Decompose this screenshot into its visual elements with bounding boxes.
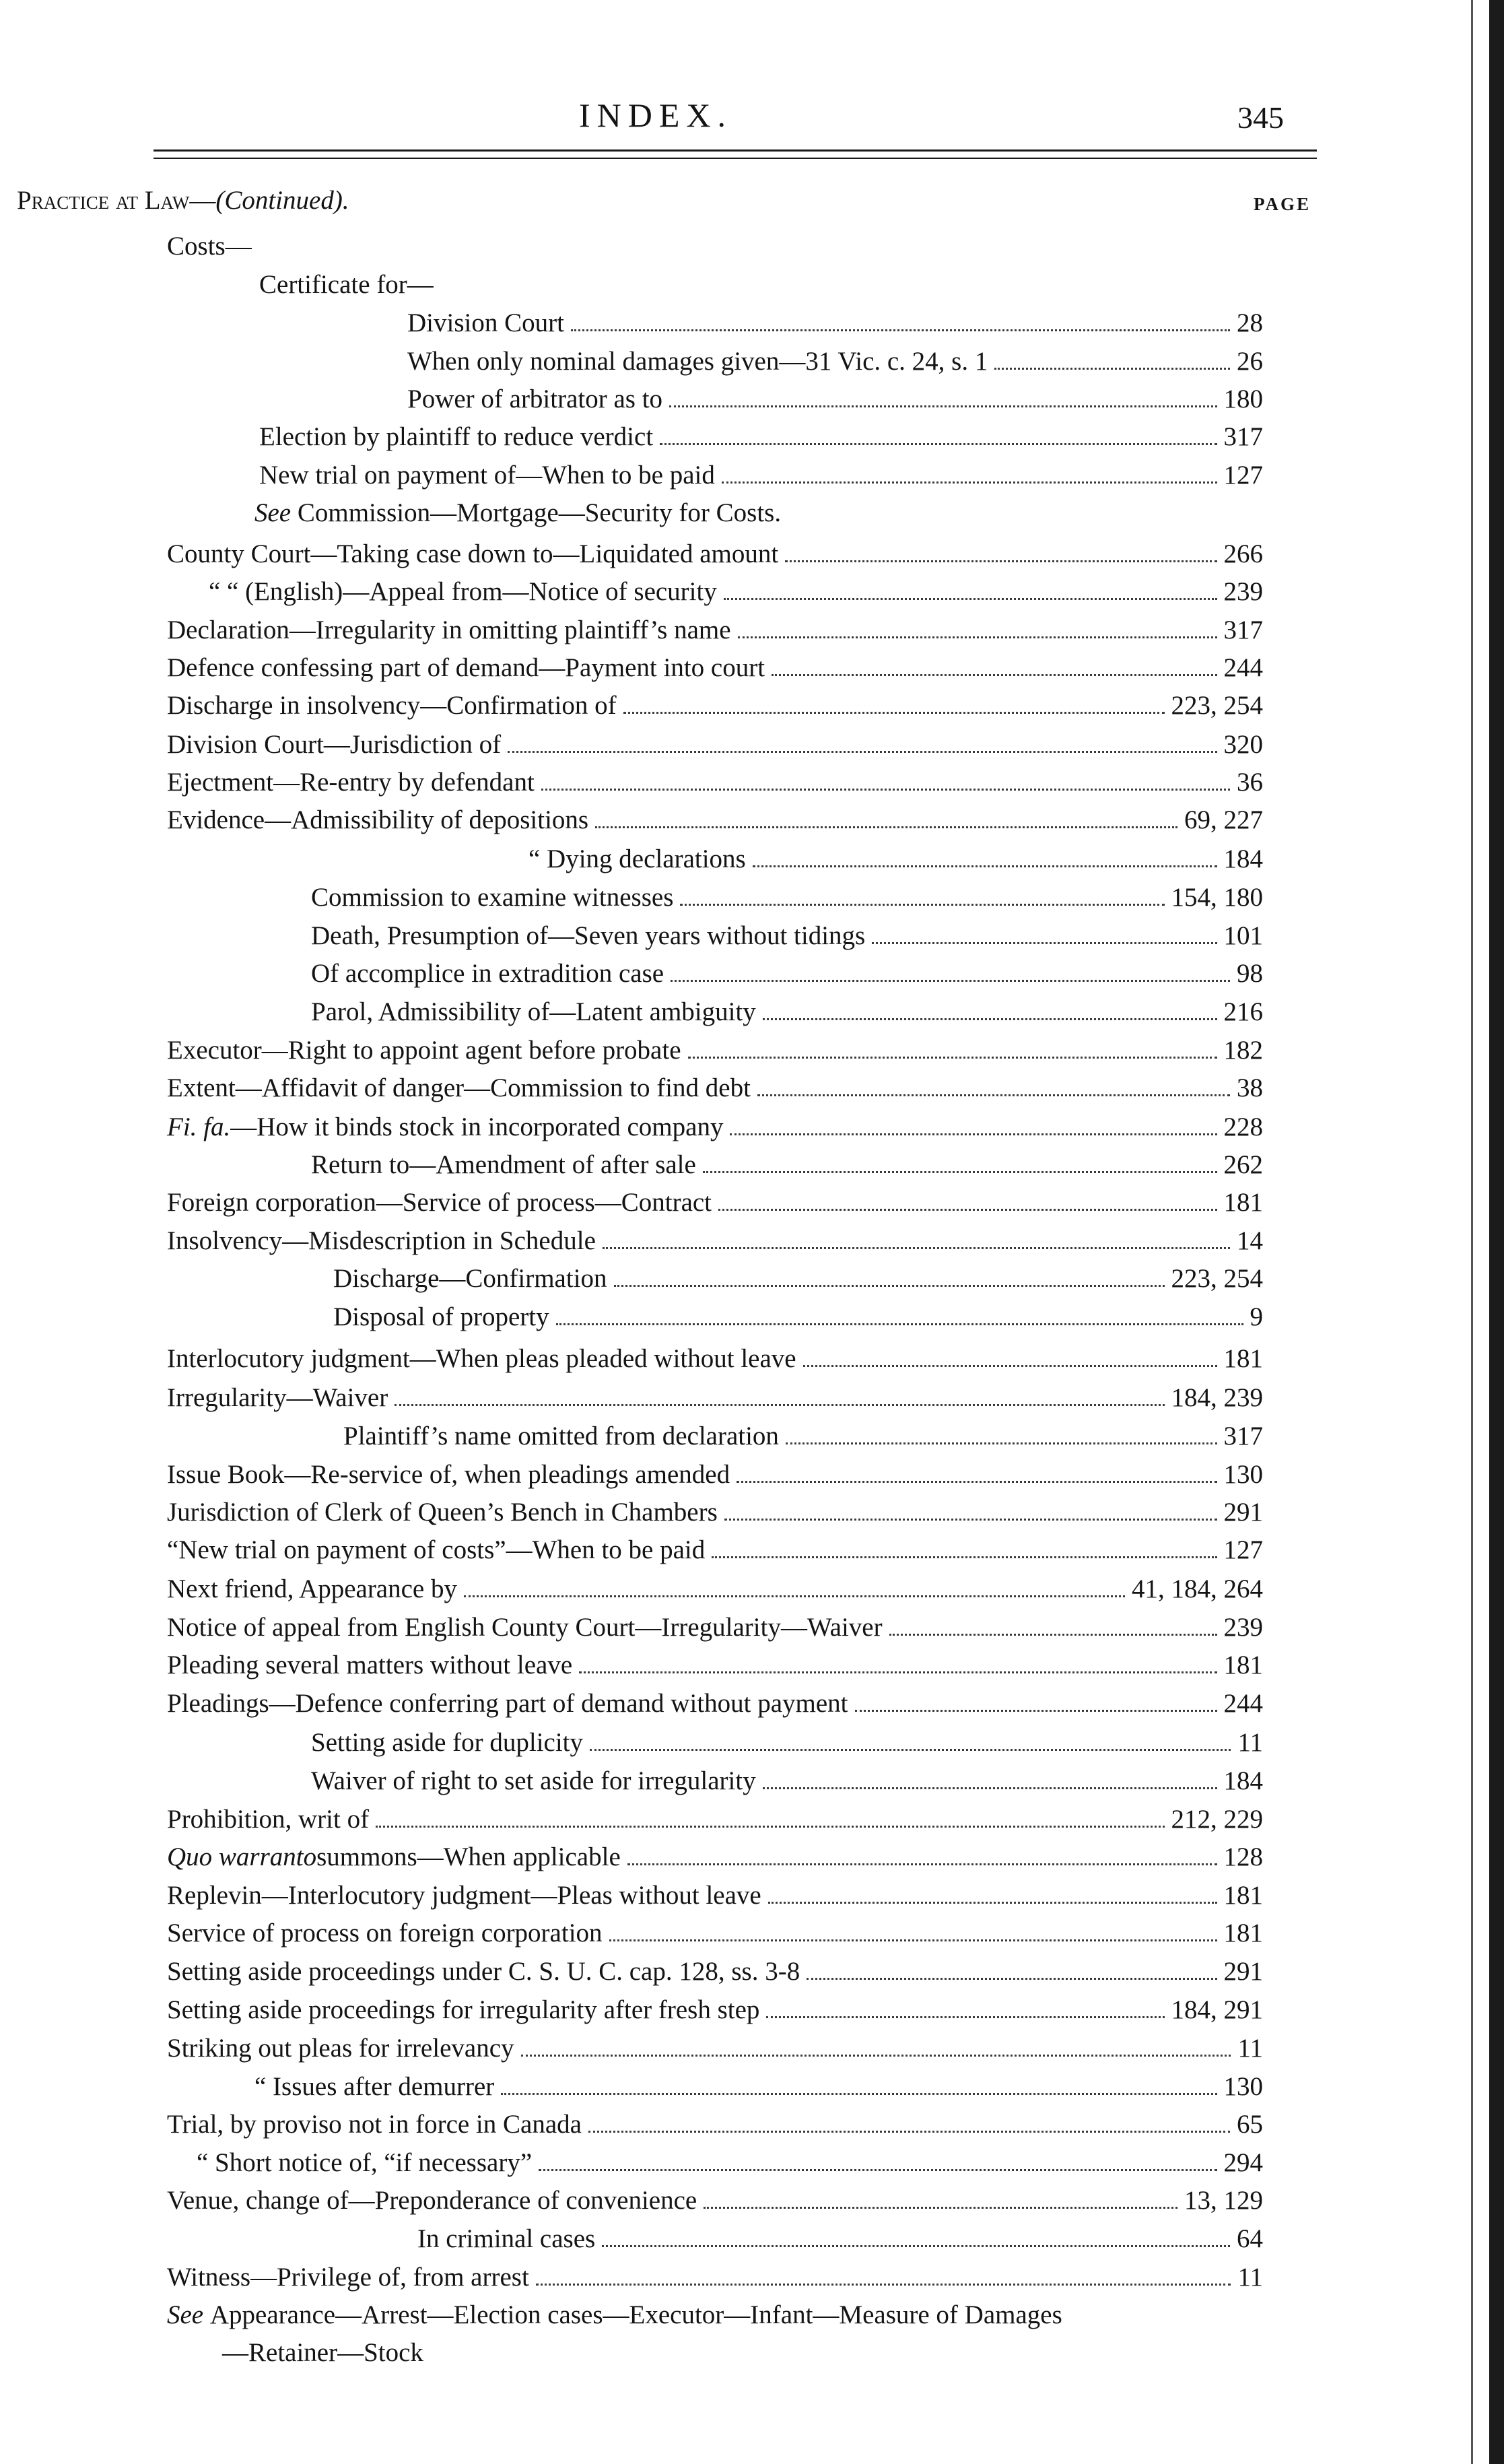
entry-page-ref: 317 [1223,422,1263,451]
dot-leader [508,751,1217,753]
entry-text: “ Dying declarations [528,844,746,873]
entry-page-ref: 216 [1223,997,1263,1026]
entry-italic-prefix: See [167,2300,210,2329]
entry-page-ref: 291 [1223,1957,1263,1986]
index-entry [209,573,1263,611]
entry-text: Ejectment—Re-entry by defendant [167,768,535,797]
entry-text: Striking out pleas for irrelevancy [167,2034,514,2063]
entry-page-ref: 184, 291 [1171,1995,1263,2024]
index-entry [167,2030,1263,2067]
entry-page-ref: 184 [1223,1766,1263,1795]
entry-text: Certificate for— [259,270,434,299]
entry-page-ref: 11 [1237,1728,1263,1757]
entry-text: “New trial on payment of costs”—When to be paid [167,1535,706,1564]
entry-text: Commission to examine witnesses [311,883,674,912]
entry-text: Appearance—Arrest—Election cases—Executor—Infant—Measure of Damages [209,2300,1062,2329]
header-rule-thin [153,158,1317,159]
index-entry [167,2259,1263,2296]
dot-leader [803,1365,1217,1367]
entry-italic-prefix: See [254,498,298,527]
dot-leader [671,980,1230,982]
dot-leader [772,674,1217,676]
entry-text: Division Court—Jurisdiction of [167,730,502,759]
entry-text: Commission—Mortgage—Security for Costs. [297,498,782,527]
entry-text: Extent—Affidavit of danger—Commission to find debt [167,1073,751,1102]
entry-page-ref: 291 [1223,1498,1263,1527]
entry-page-ref: 266 [1223,539,1263,568]
entry-page-ref: 128 [1223,1842,1263,1871]
entry-text: Jurisdiction of Clerk of Queen’s Bench in Chambers [167,1498,718,1527]
index-entry [167,1531,1263,1569]
index-entry [528,840,1263,878]
index-entry [311,1762,1263,1800]
dot-leader [753,865,1217,867]
entry-page-ref: 41, 184, 264 [1132,1574,1263,1603]
dot-leader [556,1323,1243,1325]
entry-page-ref: 11 [1237,2034,1263,2063]
index-entry [167,2296,1062,2334]
index-entry [167,1456,1263,1494]
dot-leader [724,598,1217,600]
dot-leader [757,1094,1230,1096]
entry-page-ref: 127 [1223,461,1263,490]
index-entry [197,2144,1263,2182]
index-entry [407,343,1263,380]
entry-page-ref: 212, 229 [1171,1805,1263,1834]
entry-text: Costs— [167,232,252,261]
index-entry [167,801,1263,839]
dot-leader [588,2131,1230,2133]
dot-leader [737,1481,1217,1483]
page-number: 345 [1237,100,1284,135]
entry-page-ref: 223, 254 [1171,691,1263,720]
entry-text: Waiver of right to set aside for irregularity [311,1766,756,1795]
entry-text: —How it binds stock in incorporated company [230,1112,724,1141]
dot-leader [464,1595,1125,1597]
index-entry [167,687,1263,725]
entry-italic-prefix: Quo warranto [167,1842,317,1871]
entry-page-ref: 36 [1237,768,1263,797]
entry-text: Issue Book—Re-service of, when pleadings amended [167,1460,730,1489]
entry-text: Setting aside proceedings for irregularity after fresh step [167,1995,760,2024]
index-entry [167,535,1263,573]
entry-text: Pleading several matters without leave [167,1651,573,1679]
dot-leader [730,1133,1217,1135]
entry-text: Plaintiff’s name omitted from declaration [343,1422,779,1451]
dot-leader [994,368,1230,370]
index-entry [167,1914,1263,1952]
entry-page-ref: 9 [1250,1302,1263,1331]
entry-text: Executor—Right to appoint agent before probate [167,1036,681,1065]
entry-text: Witness—Privilege of, from arrest [167,2263,529,2292]
index-entry [167,1570,1263,1608]
entry-text: Disposal of property [333,1302,549,1331]
entry-page-ref: 239 [1223,1613,1263,1642]
entry-page-ref: 228 [1223,1112,1263,1141]
entry-text: Discharge—Confirmation [333,1264,607,1293]
index-entry [417,2220,1263,2258]
entry-text: New trial on payment of—When to be paid [259,461,715,490]
dot-leader [786,1442,1217,1444]
entry-page-ref: 65 [1237,2110,1263,2139]
dot-leader [521,2055,1231,2057]
dot-leader [541,789,1230,791]
dot-leader [579,1671,1217,1673]
entry-text: Prohibition, writ of [167,1805,370,1834]
dot-leader [889,1634,1217,1636]
index-entry [167,2182,1263,2220]
page-column-header: PAGE [1254,194,1311,214]
entry-page-ref: 317 [1223,615,1263,644]
dot-leader [623,712,1165,714]
dot-leader [763,1787,1217,1789]
entry-page-ref: 130 [1223,1460,1263,1489]
index-entry [343,1418,1263,1455]
header-rule [153,149,1317,152]
index-entry [311,955,1263,993]
entry-text: County Court—Taking case down to—Liquidated amount [167,539,779,568]
entry-page-ref: 14 [1237,1226,1263,1255]
index-entry [167,1801,1263,1838]
entry-page-ref: 130 [1223,2072,1263,2101]
dot-leader [603,1247,1230,1249]
index-entry [311,1724,1263,1762]
index-entry [311,917,1263,955]
dot-leader [718,1209,1217,1211]
entry-text: Trial, by proviso not in force in Canada [167,2110,582,2139]
entry-page-ref: 262 [1223,1150,1263,1179]
index-entry [333,1260,1263,1298]
index-entry [167,1184,1263,1222]
entry-page-ref: 182 [1223,1036,1263,1065]
entry-text: Declaration—Irregularity in omitting plaintiff’s name [167,615,731,644]
index-entry [167,649,1263,687]
index-entry [407,380,1263,418]
entry-text: Insolvency—Misdescription in Schedule [167,1226,596,1255]
index-entry [167,1494,1263,1531]
index-entry [167,1032,1263,1069]
dot-leader [595,826,1177,828]
entry-text: Division Court [407,308,564,337]
entry-text: Power of arbitrator as to [407,385,663,413]
entry-text: Service of process on foreign corporation [167,1919,603,1947]
dot-leader [763,1018,1217,1020]
entry-page-ref: 13, 129 [1184,2186,1263,2215]
entry-text: Return to—Amendment of after sale [311,1150,696,1179]
dot-leader [680,904,1164,906]
dot-leader [738,636,1217,638]
dot-leader [768,1902,1217,1904]
dot-leader [703,1171,1217,1173]
index-entry [167,1877,1263,1914]
entry-page-ref: 184 [1223,844,1263,873]
index-entry [167,1685,1263,1723]
entry-page-ref: 244 [1223,1689,1263,1718]
dot-leader [627,1863,1217,1865]
entry-text: Setting aside for duplicity [311,1728,584,1757]
entry-text: “ “ (English)—Appeal from—Notice of security [209,577,717,606]
entry-page-ref: 181 [1223,1881,1263,1910]
dot-leader [766,2016,1164,2018]
index-entry [167,2106,1263,2143]
entry-page-ref: 244 [1223,653,1263,682]
entry-page-ref: 64 [1237,2224,1263,2253]
index-entry [167,1379,1263,1417]
dot-leader [785,560,1217,562]
index-entry [167,1609,1263,1646]
dot-leader [722,481,1217,484]
running-title: INDEX. [579,96,733,134]
index-entry [167,1340,1263,1378]
index-entry [167,1069,1263,1107]
entry-text: Pleadings—Defence conferring part of demand without payment [167,1689,848,1718]
index-entry [259,418,1263,456]
entry-page-ref: 101 [1223,921,1263,950]
dot-leader [872,942,1217,944]
dot-leader [501,2093,1217,2095]
entry-text: summons—When applicable [316,1842,621,1871]
index-entry [167,228,252,265]
scan-border [1489,0,1504,2464]
entry-page-ref: 181 [1223,1919,1263,1947]
index-entry [167,726,1263,764]
section-heading [17,182,349,220]
index-entry [167,1108,1263,1146]
entry-text: Defence confessing part of demand—Payment into court [167,653,765,682]
entry-text: Venue, change of—Preponderance of convenience [167,2186,697,2215]
dot-leader [669,405,1217,407]
entry-page-ref: 69, 227 [1184,805,1263,834]
entry-page-ref: 184, 239 [1171,1383,1263,1412]
index-entry [311,1146,1263,1184]
entry-page-ref: 181 [1223,1651,1263,1679]
entry-text: Death, Presumption of—Seven years without tidings [311,921,866,950]
entry-text: In criminal cases [417,2224,596,2253]
dot-leader [395,1404,1164,1406]
index-entry [254,494,781,532]
entry-text: Interlocutory judgment—When pleas pleaded without leave [167,1344,796,1373]
entry-page-ref: 181 [1223,1344,1263,1373]
entry-page-ref: 38 [1237,1073,1263,1102]
dot-leader [807,1978,1217,1980]
index-entry [407,304,1263,342]
dot-leader [688,1057,1217,1059]
entry-text: Foreign corporation—Service of process—Contract [167,1188,712,1217]
dot-leader [712,1556,1217,1558]
dot-leader [855,1710,1217,1712]
entry-text: Evidence—Admissibility of depositions [167,805,589,834]
index-entry [311,993,1263,1031]
entry-text: When only nominal damages given—31 Vic. c. 24, s. 1 [407,347,988,376]
index-entry [333,1298,1263,1336]
entry-text: “ Issues after demurrer [254,2072,495,2101]
entry-text: Irregularity—Waiver [167,1383,388,1412]
index-entry [259,266,434,304]
entry-page-ref: 223, 254 [1171,1264,1263,1293]
index-entry [167,611,1263,649]
index-entry [167,1953,1263,1991]
entry-page-ref: 26 [1237,347,1263,376]
scan-border-line [1471,0,1473,2464]
entry-page-ref: 154, 180 [1171,883,1263,912]
dot-leader [536,2284,1231,2286]
entry-page-ref: 317 [1223,1422,1263,1451]
entry-text: Discharge in insolvency—Confirmation of [167,691,617,720]
index-entry [167,1838,1263,1876]
index-entry [167,764,1263,801]
entry-text: Next friend, Appearance by [167,1574,457,1603]
entry-italic-prefix: Fi. fa. [167,1112,231,1141]
dot-leader [539,2169,1217,2171]
entry-text: Election by plaintiff to reduce verdict [259,422,654,451]
entry-text: Notice of appeal from English County Court—Irregularity—Waiver [167,1613,883,1642]
entry-page-ref: 28 [1237,308,1263,337]
dot-leader [376,1826,1164,1828]
entry-text: —Retainer—Stock [222,2338,423,2367]
entry-page-ref: 127 [1223,1535,1263,1564]
entry-page-ref: 11 [1237,2263,1263,2292]
index-entry [254,2068,1263,2106]
entry-text: Setting aside proceedings under C. S. U. C. cap. 128, ss. 3-8 [167,1957,800,1986]
section-continued: (Continued). [215,186,349,215]
entry-page-ref: 180 [1223,385,1263,413]
section-title: Practice at Law— [17,186,216,215]
dot-leader [724,1519,1217,1521]
dot-leader [602,2245,1230,2247]
index-entry [259,457,1263,494]
entry-page-ref: 239 [1223,577,1263,606]
entry-page-ref: 294 [1223,2148,1263,2177]
dot-leader [571,329,1230,331]
entry-page-ref: 181 [1223,1188,1263,1217]
index-entry [222,2334,423,2372]
entry-text: “ Short notice of, “if necessary” [197,2148,533,2177]
dot-leader [609,1939,1217,1941]
dot-leader [704,2207,1177,2209]
dot-leader [660,443,1217,445]
entry-page-ref: 98 [1237,959,1263,988]
dot-leader [614,1285,1165,1287]
entry-text: Parol, Admissibility of—Latent ambiguity [311,997,756,1026]
index-entry [167,1991,1263,2029]
index-entry [167,1222,1263,1260]
dot-leader [590,1749,1231,1751]
entry-page-ref: 320 [1223,730,1263,759]
entry-text: Of accomplice in extradition case [311,959,664,988]
index-entry [167,1646,1263,1684]
entry-text: Replevin—Interlocutory judgment—Pleas without leave [167,1881,761,1910]
index-entry [311,879,1263,917]
